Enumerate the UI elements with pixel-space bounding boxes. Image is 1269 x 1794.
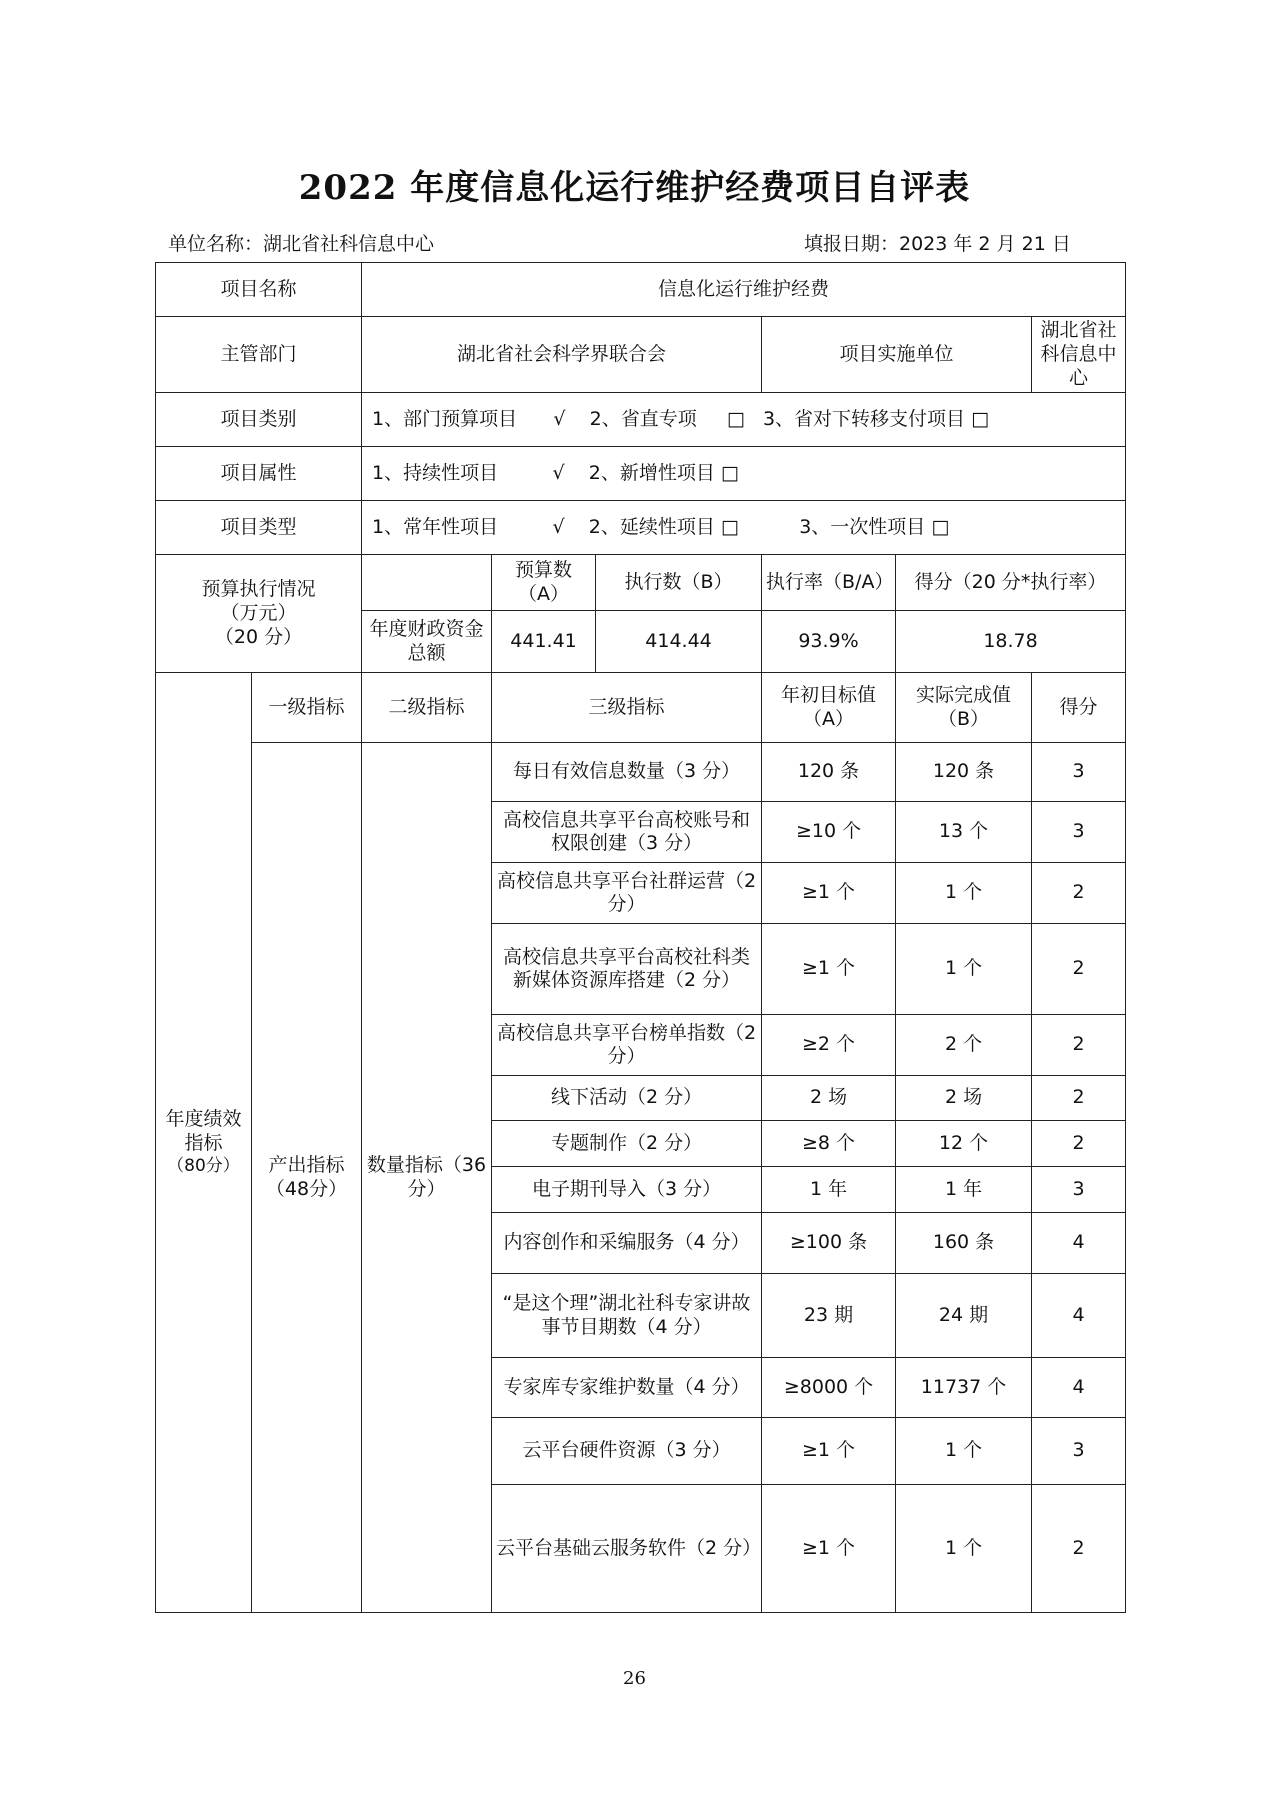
indicator-target: ≥1 个 [762,863,896,924]
dept-label: 主管部门 [156,317,362,393]
indicator-name: 高校信息共享平台高校社科类新媒体资源库搭建（2 分） [492,924,762,1015]
perf-level2: 数量指标（36 分） [362,743,492,1613]
impl-label: 项目实施单位 [762,317,1032,393]
row-type [156,501,1126,555]
indicator-actual: 1 个 [896,1418,1032,1485]
indicator-target: ≥8000 个 [762,1358,896,1418]
indicator-target: ≥1 个 [762,1485,896,1613]
indicator-target: ≥10 个 [762,802,896,863]
indicator-score: 4 [1032,1358,1126,1418]
page-title: 2022 年度信息化运行维护经费项目自评表 [298,168,971,208]
row-category [156,393,1126,447]
indicator-name: 高校信息共享平台社群运营（2 分） [492,863,762,924]
type-label: 项目类型 [156,501,362,555]
budget-row-label: 年度财政资金总额 [362,611,492,673]
budget-header-rate: 执行率（B/A） [762,555,896,611]
indicator-score: 3 [1032,802,1126,863]
indicator-target: 23 期 [762,1274,896,1358]
indicator-score: 2 [1032,1121,1126,1167]
indicator-actual: 11737 个 [896,1358,1032,1418]
budget-label-line2: （万元） [220,601,297,624]
budget-label [156,555,362,673]
dept-value: 湖北省社会科学界联合会 [362,317,762,393]
project-name-value: 信息化运行维护经费 [362,263,1126,317]
indicator-name: 电子期刊导入（3 分） [492,1167,762,1213]
indicator-name: 高校信息共享平台高校账号和权限创建（3 分） [492,802,762,863]
perf-section-label: 年度绩效指标 [165,1108,242,1155]
page-number: 26 [623,1668,646,1689]
budget-header-score: 得分（20 分*执行率） [896,555,1126,611]
budget-score: 18.78 [896,611,1126,673]
perf-header-target: 年初目标值（A） [762,673,896,743]
indicator-actual: 12 个 [896,1121,1032,1167]
budget-b: 414.44 [596,611,762,673]
perf-header-level3: 三级指标 [492,673,762,743]
unit-name: 单位名称：湖北省社科信息中心 [168,233,435,255]
row-project-name [156,263,1126,317]
indicator-name: 云平台基础云服务软件（2 分） [492,1485,762,1613]
indicator-name: 专家库专家维护数量（4 分） [492,1358,762,1418]
indicator-name: 云平台硬件资源（3 分） [492,1418,762,1485]
indicator-actual: 120 条 [896,743,1032,802]
indicator-score: 4 [1032,1274,1126,1358]
evaluation-table [155,262,1126,1613]
budget-header-a: 预算数（A） [492,555,596,611]
indicator-actual: 13 个 [896,802,1032,863]
indicator-target: 1 年 [762,1167,896,1213]
budget-header-b: 执行数（B） [596,555,762,611]
perf-header-level1: 一级指标 [252,673,362,743]
indicator-score: 3 [1032,1418,1126,1485]
budget-rate: 93.9% [762,611,896,673]
perf-level1: 产出指标（48分） [252,743,362,1613]
indicator-actual: 1 年 [896,1167,1032,1213]
attr-options: 1、持续性项目 √ 2、新增性项目 □ [362,447,1126,501]
indicator-score: 2 [1032,1076,1126,1121]
indicator-name: 高校信息共享平台榜单指数（2 分） [492,1015,762,1076]
attr-label: 项目属性 [156,447,362,501]
report-date: 填报日期：2023 年 2 月 21 日 [804,233,1071,255]
indicator-actual: 24 期 [896,1274,1032,1358]
indicator-score: 4 [1032,1213,1126,1274]
indicator-actual: 2 场 [896,1076,1032,1121]
project-name-label: 项目名称 [156,263,362,317]
indicator-score: 3 [1032,743,1126,802]
row-budget-header [156,555,1126,611]
budget-empty-cell [362,555,492,611]
indicator-score: 2 [1032,1485,1126,1613]
indicator-score: 2 [1032,924,1126,1015]
category-options: 1、部门预算项目 √ 2、省直专项 □ 3、省对下转移支付项目 □ [362,393,1126,447]
indicator-actual: 1 个 [896,863,1032,924]
row-perf-header [156,673,1126,743]
indicator-target: ≥1 个 [762,924,896,1015]
perf-header-level2: 二级指标 [362,673,492,743]
budget-a: 441.41 [492,611,596,673]
type-options: 1、常年性项目 √ 2、延续性项目 □ 3、一次性项目 □ [362,501,1126,555]
indicator-target: 2 场 [762,1076,896,1121]
indicator-name: 每日有效信息数量（3 分） [492,743,762,802]
indicator-name: “是这个理”湖北社科专家讲故事节目期数（4 分） [492,1274,762,1358]
indicator-score: 2 [1032,863,1126,924]
indicator-target: ≥1 个 [762,1418,896,1485]
indicator-target: ≥100 条 [762,1213,896,1274]
impl-value: 湖北省社科信息中心 [1032,317,1126,393]
row-attribute [156,447,1126,501]
indicator-target: ≥8 个 [762,1121,896,1167]
indicator-actual: 2 个 [896,1015,1032,1076]
indicator-score: 2 [1032,1015,1126,1076]
indicator-name: 专题制作（2 分） [492,1121,762,1167]
budget-label-line1: 预算执行情况 [201,578,316,601]
perf-header-actual: 实际完成值（B） [896,673,1032,743]
budget-label-line3: （20 分） [214,625,303,648]
indicator-name: 内容创作和采编服务（4 分） [492,1213,762,1274]
indicator-target: ≥2 个 [762,1015,896,1076]
perf-section [156,673,252,1613]
indicator-name: 线下活动（2 分） [492,1076,762,1121]
indicator-actual: 160 条 [896,1213,1032,1274]
indicator-actual: 1 个 [896,924,1032,1015]
indicator-score: 3 [1032,1167,1126,1213]
category-label: 项目类别 [156,393,362,447]
row-department [156,317,1126,393]
table-row [156,743,1126,802]
perf-section-score: （80分） [167,1155,240,1176]
indicator-target: 120 条 [762,743,896,802]
perf-header-score: 得分 [1032,673,1126,743]
indicator-actual: 1 个 [896,1485,1032,1613]
